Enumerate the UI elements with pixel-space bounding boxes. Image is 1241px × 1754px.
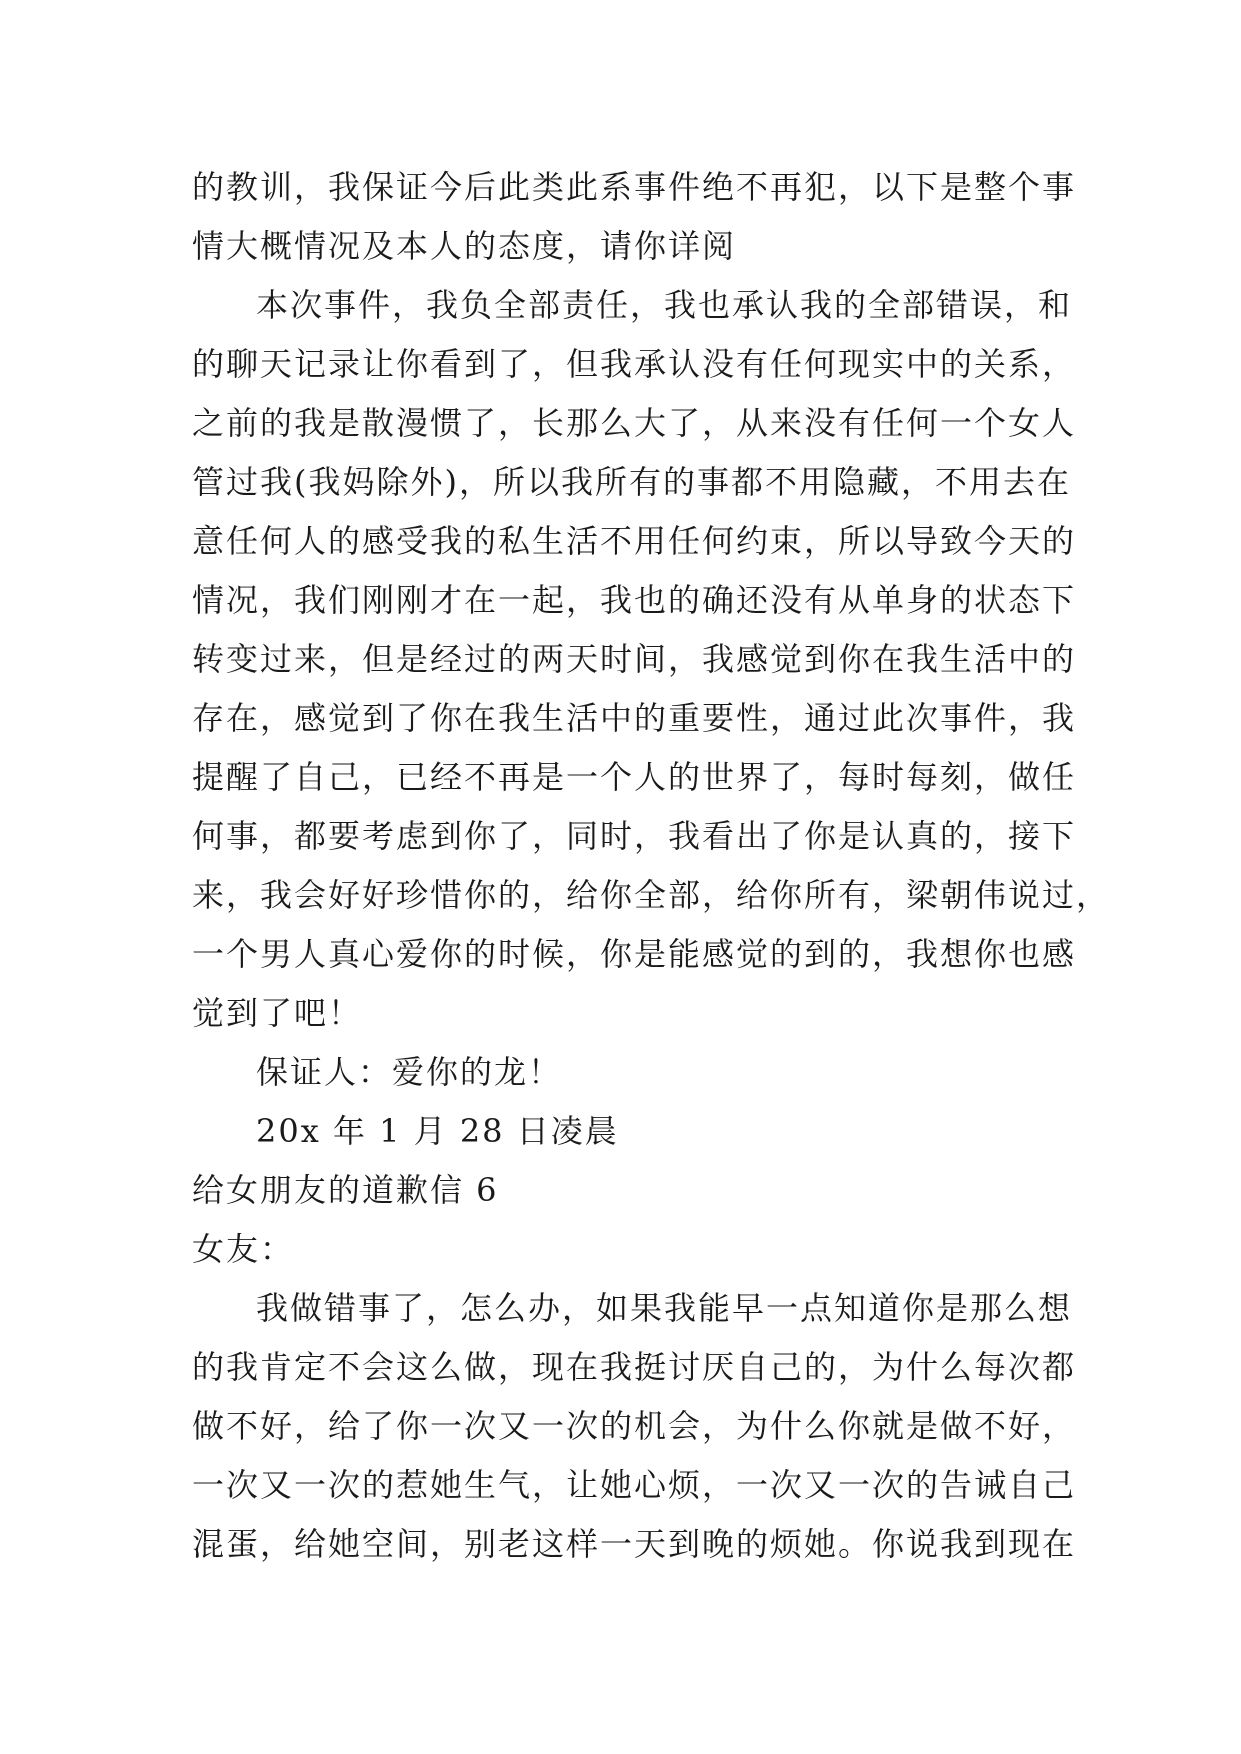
salutation: 女友： — [192, 1230, 295, 1268]
text-line: 来，我会好好珍惜你的，给你全部，给你所有，梁朝伟说过， — [192, 876, 1111, 914]
signature-line: 保证人：爱你的龙！ — [256, 1053, 563, 1091]
text-line: 意任何人的感受我的私生活不用任何约束，所以导致今天的 — [192, 522, 1077, 560]
document-body — [192, 158, 1111, 1574]
paragraph-start-line: 本次事件，我负全部责任，我也承认我的全部错误，和 — [256, 286, 1073, 324]
text-line: 情大概情况及本人的态度，请你详阅 — [192, 227, 737, 265]
text-line: 的教训，我保证今后此类此系事件绝不再犯，以下是整个事 — [192, 168, 1077, 206]
text-line: 提醒了自己，已经不再是一个人的世界了，每时每刻，做任 — [192, 758, 1077, 796]
text-line: 管过我(我妈除外)，所以我所有的事都不用隐藏，不用去在 — [192, 463, 1071, 501]
section-title: 给女朋友的道歉信 6 — [192, 1171, 499, 1209]
text-line: 存在，感觉到了你在我生活中的重要性，通过此次事件，我 — [192, 699, 1077, 737]
paragraph-start-line: 我做错事了，怎么办，如果我能早一点知道你是那么想 — [256, 1289, 1073, 1327]
text-line: 做不好，给了你一次又一次的机会，为什么你就是做不好， — [192, 1407, 1077, 1445]
text-line: 一个男人真心爱你的时候，你是能感觉的到的，我想你也感 — [192, 935, 1077, 973]
text-line: 混蛋，给她空间，别老这样一天到晚的烦她。你说我到现在 — [192, 1525, 1077, 1563]
text-line: 的我肯定不会这么做，现在我挺讨厌自己的，为什么每次都 — [192, 1348, 1077, 1386]
text-line: 转变过来，但是经过的两天时间，我感觉到你在我生活中的 — [192, 640, 1077, 678]
text-line: 之前的我是散漫惯了，长那么大了，从来没有任何一个女人 — [192, 404, 1077, 442]
date-line: 20x 年 1 月 28 日凌晨 — [256, 1112, 619, 1150]
text-line: 的聊天记录让你看到了，但我承认没有任何现实中的关系， — [192, 345, 1077, 383]
text-line: 一次又一次的惹她生气，让她心烦，一次又一次的告诫自己 — [192, 1466, 1077, 1504]
text-line: 何事，都要考虑到你了，同时，我看出了你是认真的，接下 — [192, 817, 1077, 855]
text-line: 觉到了吧！ — [192, 994, 363, 1032]
text-line: 情况，我们刚刚才在一起，我也的确还没有从单身的状态下 — [192, 581, 1077, 619]
